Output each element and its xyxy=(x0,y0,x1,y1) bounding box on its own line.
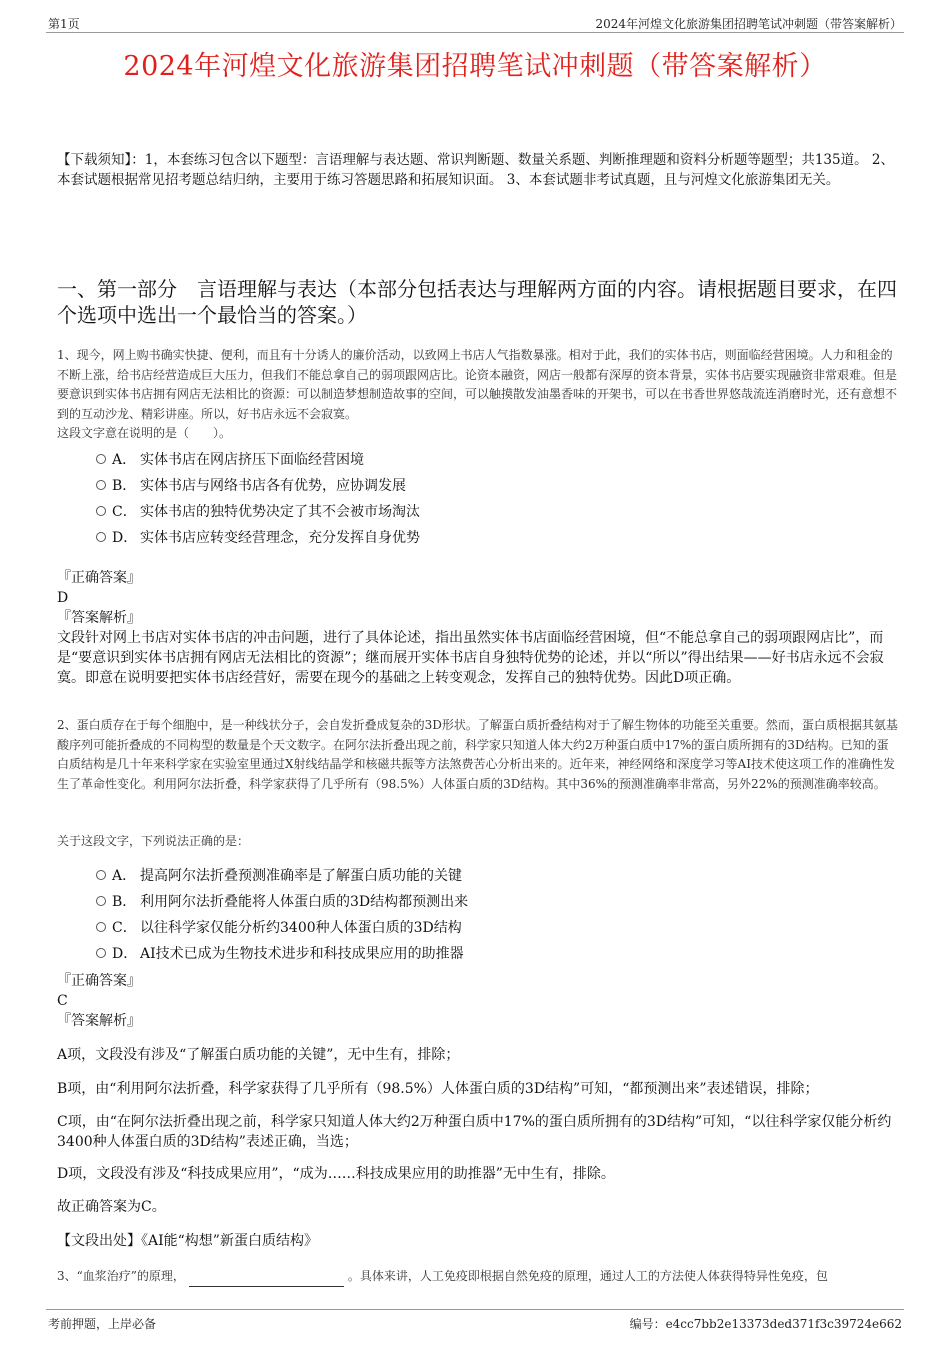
analysis-label: 『答案解析』 xyxy=(57,610,141,626)
radio-icon[interactable] xyxy=(96,870,106,880)
radio-icon[interactable] xyxy=(96,896,106,906)
question-2-prompt: 关于这段文字，下列说法正确的是： xyxy=(57,834,250,848)
page-number: 第1页 xyxy=(48,17,80,31)
question-1-prompt: 这段文字意在说明的是（ ）。 xyxy=(57,426,232,440)
question-3-text xyxy=(57,1267,899,1287)
analysis-d: D项，文段没有涉及“科技成果应用”，“成为……科技成果应用的助推器”无中生有，排除。 xyxy=(57,1166,615,1182)
analysis-label: 『答案解析』 xyxy=(57,1013,141,1029)
question-1-answer-block xyxy=(57,568,899,688)
answer-value: D xyxy=(57,590,69,606)
section-heading: 一、第一部分 言语理解与表达（本部分包括表达与理解两方面的内容。请根据题目要求，在四个选项中选出一个最恰当的答案。） xyxy=(57,277,897,327)
radio-icon[interactable] xyxy=(96,532,106,542)
question-2-options xyxy=(96,866,796,970)
q1-option-d[interactable]: D． 实体书店应转变经营理念，充分发挥自身优势 xyxy=(96,528,796,554)
download-notice: 【下载须知】：1，本套练习包含以下题型：言语理解与表达题、常识判断题、数量关系题、判断推理题和资料分析题等题型；共135道。 2、本套试题根据常见招考题总结归纳，主要用于练习答题思路和拓展知识面。 3、本套试题非考试真题，且与河煌文化旅游集团无关。 xyxy=(57,152,894,188)
fill-blank[interactable] xyxy=(189,1273,344,1287)
q1-option-b[interactable]: B． 实体书店与网络书店各有优势，应协调发展 xyxy=(96,476,796,502)
footer-slogan: 考前押题，上岸必备 xyxy=(48,1317,157,1331)
question-3-suffix: 。具体来讲，人工免疫即根据自然免疫的原理，通过人工的方法使人体获得特异性免疫，包 xyxy=(347,1269,828,1283)
answer-label: 『正确答案』 xyxy=(57,973,141,989)
analysis-text: 文段针对网上书店对实体书店的冲击问题，进行了具体论述，指出虽然实体书店面临经营困境，但“不能总拿自己的弱项跟网店比”，而是“要意识到实体书店拥有网店无法相比的资源”；继而展开实体书店自身独特优势的论述，并以“所以”得出结果——好书店永远不会寂寞。即意在说明要把实体书店经营好，需要在现今的基础之上转变观念，发挥自己的独特优势。因此D项正确。 xyxy=(57,630,884,686)
radio-icon[interactable] xyxy=(96,922,106,932)
q2-option-d[interactable]: D． AI技术已成为生物技术进步和科技成果应用的助推器 xyxy=(96,944,796,970)
header-doc-title: 2024年河煌文化旅游集团招聘笔试冲刺题（带答案解析） xyxy=(595,17,902,31)
document-title: 2024年河煌文化旅游集团招聘笔试冲刺题（带答案解析） xyxy=(123,51,827,82)
q1-option-c[interactable]: C． 实体书店的独特优势决定了其不会被市场淘汰 xyxy=(96,502,796,528)
radio-icon[interactable] xyxy=(96,948,106,958)
analysis-conclusion: 故正确答案为C。 xyxy=(57,1199,166,1215)
question-3-prefix: 3、“血浆治疗”的原理， xyxy=(57,1269,185,1283)
analysis-b: B项，由“利用阿尔法折叠，科学家获得了几乎所有（98.5%）人体蛋白质的3D结构”可知，“都预测出来”表述错误，排除； xyxy=(57,1081,819,1097)
footer-serial: 编号：e4cc7bb2e13373ded371f3c39724e662 xyxy=(629,1317,902,1331)
radio-icon[interactable] xyxy=(96,454,106,464)
page-header xyxy=(46,12,904,33)
question-1-options xyxy=(96,450,796,554)
q2-option-c[interactable]: C． 以往科学家仅能分析约3400种人体蛋白质的3D结构 xyxy=(96,918,796,944)
radio-icon[interactable] xyxy=(96,480,106,490)
passage-source: 【文段出处】《AI能“构想”新蛋白质结构》 xyxy=(57,1233,318,1249)
radio-icon[interactable] xyxy=(96,506,106,516)
q2-option-a[interactable]: A． 提高阿尔法折叠预测准确率是了解蛋白质功能的关键 xyxy=(96,866,796,892)
answer-label: 『正确答案』 xyxy=(57,570,141,586)
page-footer xyxy=(46,1309,904,1332)
analysis-a: A项，文段没有涉及“了解蛋白质功能的关键”，无中生有，排除； xyxy=(57,1047,460,1063)
q2-option-b[interactable]: B． 利用阿尔法折叠能将人体蛋白质的3D结构都预测出来 xyxy=(96,892,796,918)
question-2-text: 2、蛋白质存在于每个细胞中，是一种线状分子，会自发折叠成复杂的3D形状。了解蛋白质折叠结构对于了解生物体的功能至关重要。然而，蛋白质根据其氨基酸序列可能折叠成的不同构型的数量是个天文数字。在阿尔法折叠出现之前，科学家只知道人体大约2万种蛋白质中17%的蛋白质所拥有的3D结构。已知的蛋白质结构是几十年来科学家在实验室里通过X射线结晶学和核磁共振等方法煞费苦心分析出来的。近年来，神经网络和深度学习等AI技术使这项工作的准确性发生了革命性变化。利用阿尔法折叠，科学家获得了几乎所有（98.5%）人体蛋白质的3D结构。其中36%的预测准确率非常高，另外22%的预测准确率较高。 xyxy=(57,718,898,791)
analysis-c: C项，由“在阿尔法折叠出现之前，科学家只知道人体大约2万种蛋白质中17%的蛋白质所拥有的3D结构”可知，“以往科学家仅能分析约3400种人体蛋白质的3D结构”表述正确，当选； xyxy=(57,1114,892,1150)
question-1-text xyxy=(57,346,899,444)
question-2-answer-block xyxy=(57,971,899,1031)
answer-value: C xyxy=(57,993,68,1009)
question-1-body: 1、现今，网上购书确实快捷、便利，而且有十分诱人的廉价活动，以致网上书店人气指数暴涨。相对于此，我们的实体书店，则面临经营困境。人力和租金的不断上涨，给书店经营造成巨大压力，但我们不能总拿自己的弱项跟网店比。论资本融资，网店一般都有深厚的资本背景，实体书店要实现融资非常艰难。但是要意识到实体书店拥有网店无法相比的资源：可以制造梦想制造故事的空间，可以触摸散发油墨香味的开架书，可以在书香世界悠哉流连消磨时光，还有意想不到的互动沙龙、精彩讲座。所以，好书店永远不会寂寞。 xyxy=(57,348,898,421)
q1-option-a[interactable]: A． 实体书店在网店挤压下面临经营困境 xyxy=(96,450,796,476)
